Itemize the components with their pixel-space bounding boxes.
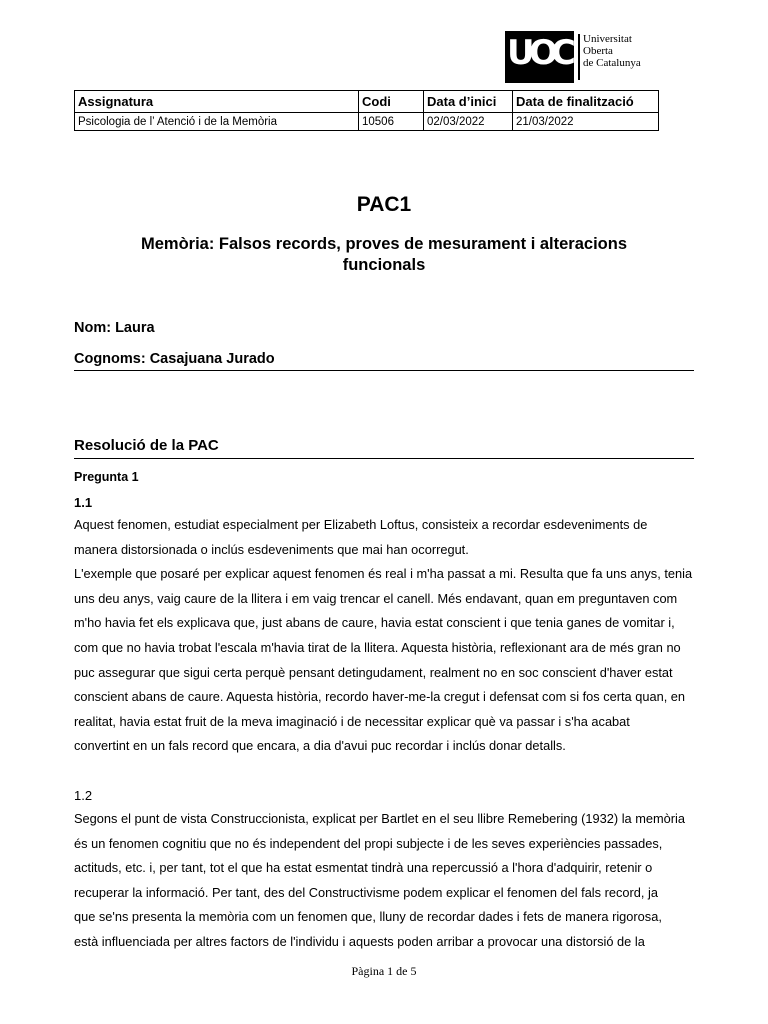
subtitle-line-2: funcionals (342, 256, 426, 274)
uoc-logo (505, 31, 647, 83)
header-codi: Codi (359, 91, 424, 113)
para-line: manera distorsionada o inclús esdeveniments que mai han ocorregut. (74, 541, 469, 557)
uoc-logo-text (583, 33, 641, 69)
para-line: puc assegurar que sigui certa perquè pensant detingudament, realment no en soc conscient d'haver estat (74, 664, 673, 680)
header-data-finalitzacio: Data de finalització (513, 91, 659, 113)
cell-data-inici: 02/03/2022 (424, 113, 513, 131)
logo-line-3: de Catalunya (583, 57, 641, 69)
logo-divider (578, 34, 580, 80)
subquestion-1-1: 1.1 (74, 495, 93, 510)
page-footer: Pàgina 1 de 5 (351, 964, 417, 978)
para-line: realitat, havia estat fruit de la meva imaginació i de necessitar explicar què va passar i s'ha acabat (74, 713, 630, 729)
document-subtitle (100, 234, 668, 276)
cell-assignatura: Psicologia de l’ Atenció i de la Memòria (75, 113, 359, 131)
para-line: com que no havia trobat l'escala m'havia tirat de la llitera. Aquesta història, reflexionant ara de més gran no (74, 639, 681, 655)
para-line: convertint en un fals record que encara, a dia d'avui puc recordar i inclús donar detalls. (74, 738, 566, 754)
student-surnames: Cognoms: Casajuana Jurado (74, 351, 275, 367)
para-line: conscient abans de caure. Aquesta història, recordo haver-me-la cregut i defensat com si fos certa quan, en (74, 689, 686, 705)
para-line: està influenciada per altres factors de l'individu i aquests poden arribar a provocar una distorsió de la (74, 933, 645, 949)
logo-line-1: Universitat (583, 33, 632, 45)
student-name: Nom: Laura (74, 320, 155, 336)
header-assignatura: Assignatura (75, 91, 359, 113)
para-line: Segons el punt de vista Construccionista, explicat per Bartlet en el seu llibre Remebering (1932) la memòria (74, 811, 686, 826)
para-line: uns deu anys, vaig caure de la llitera i em vaig trencar el canell. Més endavant, quan em preguntaven com (74, 590, 678, 606)
para-line: actituds, etc. i, per tant, tot el que ha estat esmentat tindrà una repercussió a l'hora d'adquirir, retenir o (74, 860, 653, 876)
cell-data-finalitzacio: 21/03/2022 (513, 113, 659, 131)
table-row (75, 113, 659, 131)
subquestion-1-2: 1.2 (74, 788, 93, 803)
divider-line (74, 370, 694, 371)
section-divider (74, 458, 694, 459)
section-title: Resolució de la PAC (74, 437, 219, 454)
header-data-inici: Data d’inici (424, 91, 513, 113)
logo-line-2: Oberta (583, 45, 613, 57)
subtitle-line-1: Memòria: Falsos records, proves de mesurament i alteracions (140, 235, 628, 253)
para-line: m'ho havia fet els explicava que, just abans de caure, havia estat conscient i que tenia ganes de vomitar i, (74, 615, 675, 631)
para-line: és un fenomen cognitiu que no és independent del propi subjecte i de les seves experiències passades, (74, 835, 663, 851)
document-title: PAC1 (356, 193, 412, 216)
para-line: Aquest fenomen, estudiat especialment per Elizabeth Loftus, consisteix a recordar esdeveniments de (74, 517, 648, 532)
cell-codi: 10506 (359, 113, 424, 131)
para-line: L'exemple que posaré per explicar aquest fenomen és real i m'ha passat a mi. Resulta que fa uns anys, tenia (74, 566, 693, 582)
table-header-row (75, 91, 659, 113)
answer-paragraph-2 (74, 807, 696, 955)
uoc-logo-mark: U O C (505, 31, 574, 83)
course-info-table (74, 90, 659, 131)
para-line: que se'ns presenta la memòria com un fenomen que, lluny de recordar dades i fets de manera rigorosa, (74, 909, 662, 925)
question-heading: Pregunta 1 (74, 470, 139, 484)
para-line: recuperar la informació. Per tant, des del Constructivisme podem explicar el fenomen del fals record, ja (74, 884, 658, 900)
answer-paragraph-1 (74, 513, 696, 759)
